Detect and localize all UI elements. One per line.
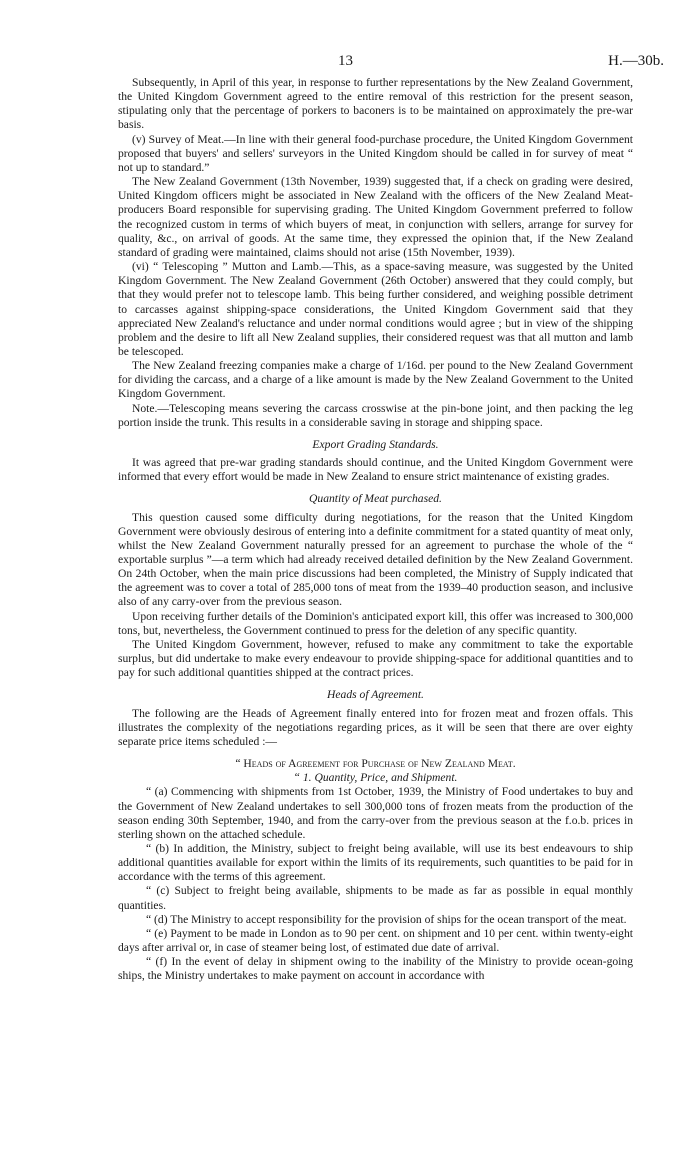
paragraph: Upon receiving further details of the Dominion's anticipated export kill, this offer was increased to 300,000 tons, but, nevertheless, the Government continued to press for the deletion of any specific quantity. — [118, 609, 633, 637]
paragraph: Subsequently, in April of this year, in response to further representations by the New Zealand Government, the United Kingdom Government agreed to the entire removal of this restriction for the present season, stipulating only that the percentage of porkers to baconers is to be maintained on approximately the pre-war basis. — [118, 76, 633, 132]
paragraph: The New Zealand freezing companies make a charge of 1/16d. per pound to the New Zealand Government for dividing the carcass, and a charge of a like amount is made by the New Zealand Government to the United Kingdom Government. — [118, 359, 633, 401]
agreement-clause: “ (b) In addition, the Ministry, subject to freight being available, will use its best endeavours to ship additional quantities available for export within the limits of its requirements, such quantities to be paid for in accordance with the terms of this agreement. — [118, 841, 633, 884]
document-reference: H.—30b. — [608, 53, 664, 69]
section-heading: Heads of Agreement. — [327, 688, 424, 702]
paragraph: (v) Survey of Meat.—In line with their general food-purchase procedure, the United Kingdom Government proposed that buyers' and sellers' surveyors in the United Kingdom should be called in for survey of meat “ not up to standard.” — [118, 132, 633, 174]
paragraph: It was agreed that pre-war grading standards should continue, and the United Kingdom Government were informed that every effort would be made in New Zealand to ensure strict maintenance of existing grades. — [118, 456, 633, 484]
paragraph: The New Zealand Government (13th November, 1939) suggested that, if a check on grading were desired, United Kingdom officers might be associated in New Zealand with the officers of the New Zealand Meat-producers Board responsible for supervising grading. The United Kingdom Government preferred to follow the recognized custom in terms of which buyers of meat, in conjunction with sellers, arrange for survey for quality, &c., on arrival of goods. At the same time, they expressed the opinion that, if the New Zealand standard of grading were maintained, claims should not arise (15th November, 1939). — [118, 175, 633, 259]
paragraph: The United Kingdom Government, however, refused to make any commitment to take the exportable surplus, but did undertake to make every endeavour to provide shipping-space for additional quantities and to pay for such additional quantities shipped at the contract prices. — [118, 637, 633, 680]
section-heading: Quantity of Meat purchased. — [309, 492, 442, 506]
section-heading: Export Grading Standards. — [312, 437, 439, 451]
agreement-clause: “ (c) Subject to freight being available, shipments to be made as far as possible in equal monthly quantities. — [118, 884, 633, 912]
agreement-section-heading: “ 1. Quantity, Price, and Shipment. — [293, 771, 458, 785]
paragraph: Note.—Telescoping means severing the carcass crosswise at the pin-bone joint, and then packing the leg portion inside the trunk. This results in a considerable saving in storage and shipping space. — [118, 401, 633, 429]
agreement-clause: “ (e) Payment to be made in London as to 90 per cent. on shipment and 10 per cent. within twenty-eight days after arrival or, in case of steamer being lost, of estimated due date of arrival. — [118, 926, 633, 955]
agreement-clause: “ (d) The Ministry to accept responsibility for the provision of ships for the ocean transport of the meat. — [146, 912, 627, 926]
paragraph: (vi) “ Telescoping ” Mutton and Lamb.—This, as a space-saving measure, was suggested by the United Kingdom Government. The New Zealand Government (26th October) answered that they could comply, but that they would prefer not to telescope lamb. This being further considered, and weighing possible detriment to carcasses against shipping-space considerations, the United Kingdom Government said that they appreciated New Zealand's reluctance and under normal conditions would agree ; but in view of the shipping problem and the desire to lift all New Zealand supplies, their considered request was that all mutton and lamb be telescoped. — [118, 260, 633, 358]
document-body — [118, 76, 633, 984]
paragraph: The following are the Heads of Agreement finally entered into for frozen meat and frozen offals. This illustrates the complexity of the negotiations regarding prices, as it will be seen that there are over eighty separate price items scheduled :— — [118, 706, 633, 748]
agreement-clause: “ (a) Commencing with shipments from 1st October, 1939, the Ministry of Food undertakes to buy and the Government of New Zealand undertakes to sell 300,000 tons of frozen meats from the production of the season ending 30th September, 1940, and from the carry-over from the previous season at the f.o.b. prices in sterling shown on the attached schedule. — [118, 785, 633, 841]
agreement-clause: “ (f) In the event of delay in shipment owing to the inability of the Ministry to provide ocean-going ships, the Ministry undertakes to make payment on account in accordance with — [118, 955, 633, 983]
agreement-title: “ Heads of Agreement for Purchase of New Zealand Meat. — [235, 757, 516, 771]
paragraph: This question caused some difficulty during negotiations, for the reason that the United Kingdom Government were obviously desirous of entering into a definite commitment for a stated quantity of meat only, whilst the New Zealand Government naturally pressed for an agreement to purchase the whole of the “ exportable surplus ”—a term which had already received detailed definition by the New Zealand Government. On 24th October, when the main price discussions had been completed, the Ministry of Supply indicated that the agreement was to cover a total of 285,000 tons of meat from the 1939–40 production season, and inclusive also of any carry-over from the previous season. — [118, 510, 633, 609]
page-number: 13 — [338, 53, 353, 69]
